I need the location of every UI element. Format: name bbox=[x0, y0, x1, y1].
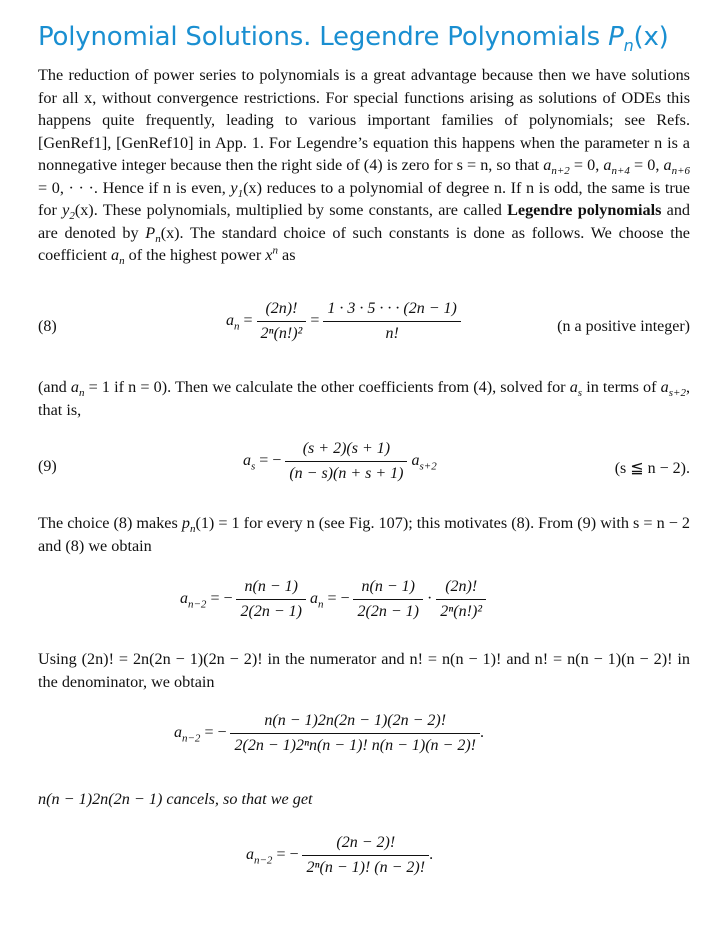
section-title: Polynomial Solutions. Legendre Polynomials $P_n(x)$ bbox=[38, 22, 669, 56]
paragraph-text: n(n − 1)2n(2n − 1) cancels, so that we get bbox=[38, 790, 313, 808]
eq-lhs-sub: n−2 bbox=[254, 854, 273, 867]
paragraph-coefficients bbox=[38, 376, 690, 421]
equation-number: (8) bbox=[38, 318, 57, 335]
eq-lhs: a bbox=[243, 452, 251, 470]
equation-9: (9) $a_s$ = − $\frac{(s + 2)(s + 1)}{(n - s)(n + s + 1)}$ $a_{s+2}$ (s ≦ n − 2). bbox=[38, 440, 690, 482]
paragraph-cancels bbox=[38, 788, 690, 811]
paragraph-text: The choice (8) makes $p_n(1) = 1$ for every n (see Fig. 107); this motivates (8). From (9) with s = n − 2 and (8) we obtain bbox=[38, 514, 690, 555]
eq-lhs-sub: n−2 bbox=[188, 598, 207, 611]
eq-lhs: a bbox=[226, 312, 234, 330]
fraction: $\frac{(s + 2)(s + 1)}{(n - s)(n + s + 1)}$ bbox=[285, 440, 407, 483]
paragraph-choice bbox=[38, 512, 690, 557]
fraction: $\frac{n(n - 1)2n(2n - 1)(2n - 2)!}{\text{2(2n − 1)2ⁿn(n − 1)! n(n − 1)(n − 2)!}}$ bbox=[230, 712, 480, 755]
equation-a-n-minus-2: $a_{n-2}$ = − $\frac{n(n - 1)}{2(2n - 1)}$ $a_n$ = − $\frac{n(n - 1)}{2(2n - 1)}$ · $\frac{(2n)!}{\text{2ⁿ(n!)²}}$ bbox=[38, 578, 690, 634]
eq-lhs-sub: n−2 bbox=[182, 732, 201, 745]
paragraph-text: (and $a_n = 1$ if n = 0). Then we calculate the other coefficients from (4), solved for $a_s$ in terms of $a_{s+2}$, that is, bbox=[38, 378, 690, 419]
equation-result: $a_{n-2}$ = − $\frac{(2n - 2)!}{\text{2ⁿ(n − 1)! (n − 2)!}}$ . bbox=[246, 834, 434, 876]
eq-lhs: a bbox=[174, 724, 182, 742]
fraction-1: $\frac{(2n)!}{\text{2ⁿ(n!)²}}$ bbox=[257, 300, 307, 343]
fraction-1: $\frac{n(n - 1)}{2(2n - 1)}$ bbox=[236, 578, 305, 621]
eq-lhs: a bbox=[246, 846, 254, 864]
fraction: $\frac{(2n - 2)!}{\text{2ⁿ(n − 1)! (n − 2)!}}$ bbox=[302, 834, 429, 877]
fraction-2: $\frac{1 \cdot 3 \cdot 5 \cdot \cdot \cdot (2n - 1)}{n!}$ bbox=[323, 300, 460, 343]
equation-expanded: $a_{n-2}$ = − $\frac{n(n - 1)2n(2n - 1)(2n - 2)!}{\text{2(2n − 1)2ⁿn(n − 1)! n(n − 1)(n − 2)!}}$ . bbox=[174, 712, 484, 754]
eq-rhs: a bbox=[411, 452, 420, 470]
equation-condition: (n a positive integer) bbox=[557, 318, 690, 335]
eq-mid: a bbox=[309, 590, 318, 608]
equation-number: (9) bbox=[38, 458, 57, 475]
eq-lhs-sub: n bbox=[234, 320, 240, 333]
paragraph-text: Using (2n)! = 2n(2n − 1)(2n − 2)! in the numerator and n! = n(n − 1)! and n! = n(n − 1)(n − 2)! in the denominator, we obtain bbox=[38, 650, 690, 691]
eq-mid-sub: n bbox=[317, 598, 324, 611]
eq-lhs: a bbox=[180, 590, 188, 608]
paragraph-intro bbox=[38, 64, 690, 267]
equation-8: (8) $a_n$ = $\frac{(2n)!}{\text{2ⁿ(n!)²}}$ = $\frac{1 \cdot 3 \cdot 5 \cdot \cdot \cdot (2n - 1)}{n!}$ (n a positive integer) bbox=[38, 300, 690, 342]
eq-rhs-sub: s+2 bbox=[419, 460, 437, 473]
eq-lhs-sub: s bbox=[251, 460, 256, 473]
paragraph-text: The reduction of power series to polynomials is a great advantage because then we have solutions for all x, without convergence restrictions. For special functions arising as solutions of ODEs this happens quite frequently, leading to various important families of polynomials; see Refs. [GenRef1], [GenRef10] in App. 1. For Legendre’s equation this happens when the parameter n is a nonnegative integer because then the right side of (4) is zero for s = n, so that $a_{n+2} = 0$, $a_{n+4} = 0$, $a_{n+6} = 0$, · · ·. Hence if n is even, $y_1(x)$ reduces to a polynomial of degree n. If n is odd, the same is true for $y_2(x)$. These polynomials, multiplied by some constants, are called Legendre polynomials and are denoted by $P_n(x)$. The standard choice of such constants is done as follows. We choose the coefficient $a_n$ of the highest power $x^n$ as bbox=[38, 66, 691, 268]
fraction-2: $\frac{n(n - 1)}{2(2n - 1)}$ bbox=[353, 578, 422, 621]
paragraph-using bbox=[38, 648, 690, 693]
fraction-3: $\frac{(2n)!}{\text{2ⁿ(n!)²}}$ bbox=[436, 578, 486, 621]
equation-condition: (s ≦ n − 2). bbox=[614, 460, 690, 477]
